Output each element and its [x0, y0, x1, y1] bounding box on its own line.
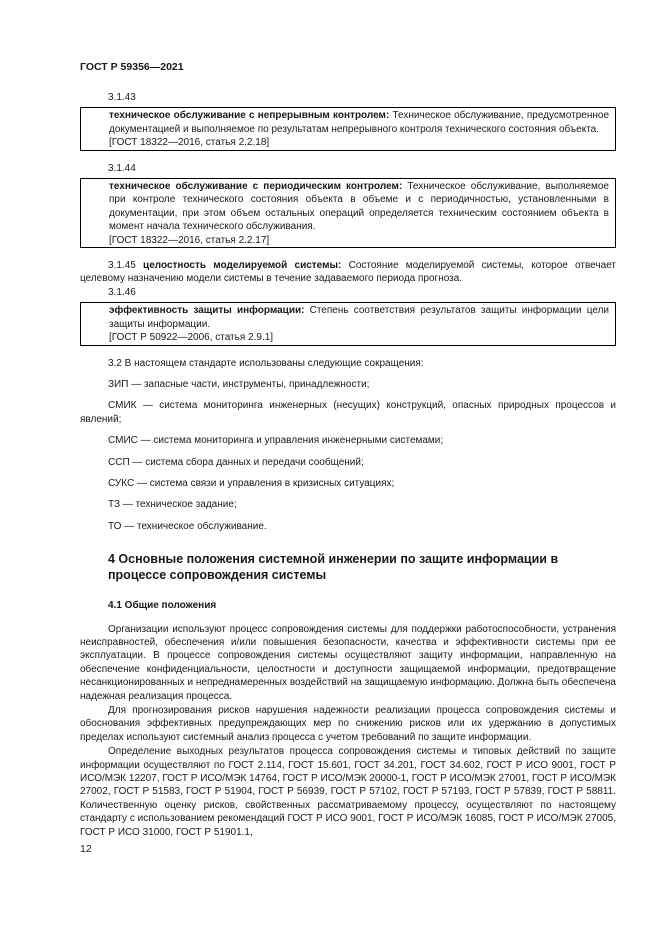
definition-text: Состояние моделируемой системы, которое отвечает целевому назначению модели системы в течение задаваемого периода прогноза. — [80, 260, 616, 285]
body-paragraph: Определение выходных результатов процесса сопровождения системы и типовых действий по защите информации осуществляют по ГОСТ 2.114, ГОСТ 15.601, ГОСТ 34.201, ГОСТ 34.602, ГОСТ Р ИСО 9001, ГОСТ Р ИСО/МЭК 12207, ГОСТ Р ИСО/МЭК 14764, ГОСТ Р ИСО/МЭК 20000-1, ГОСТ Р ИСО/МЭК 27001, ГОСТ Р ИСО/МЭК 27002, ГОСТ Р 51583, ГОСТ Р 51904, ГОСТ Р 56939, ГОСТ Р 57102, ГОСТ Р 57193, ГОСТ Р 57839, ГОСТ Р 58811. Количественную оценку рисков, свойственных рассматриваемому процессу, осуществляют по настоящему стандарту с использованием рекомендаций ГОСТ Р ИСО 9001, ГОСТ Р ИСО/МЭК 16085, ГОСТ Р ИСО/МЭК 27005, ГОСТ Р ИСО 31000, ГОСТ Р 51901.1, — [80, 746, 616, 838]
definition-reference: [ГОСТ 18322—2016, статья 2.2.18] — [109, 137, 270, 149]
abbreviation-intro: 3.2 В настоящем стандарте использованы следующие сокращения: — [108, 357, 424, 369]
abbreviation-item: СМИС — система мониторинга и управления инженерными системами; — [108, 435, 444, 447]
abbreviation-item: СУКС — система связи и управления в кризисных ситуациях; — [108, 477, 395, 489]
abbreviation-item: ТО — техническое обслуживание. — [108, 520, 267, 532]
document-header: ГОСТ Р 59356—2021 — [80, 61, 184, 73]
abbreviation-list — [80, 357, 616, 534]
section-body — [80, 623, 616, 840]
definition-box — [80, 107, 616, 150]
definition-term: эффективность защиты информации: — [109, 305, 305, 317]
definition-text: Степень соответствия результатов защиты информации цели защиты информации. — [109, 305, 609, 330]
abbreviation-item: ССП — система сбора данных и передачи сообщений; — [108, 456, 364, 468]
definition-3-1-45 — [80, 259, 616, 286]
body-paragraph: Для прогнозирования рисков нарушения надежности реализации процесса сопровождения системы и обоснования эффективных предупреждающих мер по снижению рисков или их удержанию в допустимых пределах используют системный анализ процесса с учетом требований по защите информации. — [80, 705, 616, 743]
clause-number: 3.1.44 — [108, 162, 136, 174]
definition-box — [80, 302, 616, 345]
clause-number: 3.1.43 — [108, 92, 136, 103]
definition-text: Техническое обслуживание, предусмотренное документацией и выполняемое по результатам непрерывного контроля технического состояния объекта. — [109, 110, 610, 135]
section-heading: 4 Основные положения системной инженерии по защите информации в процессе сопровождения системы — [108, 552, 559, 583]
clause-number: 3.1.46 — [108, 286, 136, 298]
abbreviation-item: ЗИП — запасные части, инструменты, принадлежности; — [108, 378, 370, 390]
abbreviation-item: ТЗ — техническое задание; — [108, 499, 237, 511]
definition-term: техническое обслуживание с периодическим контролем: — [109, 181, 403, 193]
page-number: 12 — [80, 843, 92, 855]
abbreviation-item: СМИК — система мониторинга инженерных (несущих) конструкций, опасных природных процессов и явлений; — [80, 400, 616, 425]
definition-term: целостность моделируемой системы: — [143, 260, 342, 272]
definition-term: техническое обслуживание с непрерывным контролем: — [109, 110, 390, 122]
definition-reference: [ГОСТ 18322—2016, статья 2.2.17] — [109, 234, 270, 246]
body-paragraph: Организации используют процесс сопровождения системы для поддержки работоспособности, устранения неисправностей, обеспечения и/или повышения безопасности, качества и эффективности системы при ее эксплуатации. В процессе сопровождения системы осуществляют защиту информации, направленную на обеспечение конфиденциальности, целостности и доступности защищаемой информации, предотвращение несанкционированных и непреднамеренных воздействий на защищаемую информацию. Должна быть обеспечена надежная реализация процесса. — [80, 623, 616, 702]
document-content — [80, 91, 616, 840]
definition-text: Техническое обслуживание, выполняемое при контроле технического состояния объекта в объеме и с периодичностью, установленными в документации, при этом объем остальных операций определяется техническим состоянием объекта в момент начала технического обслуживания. — [109, 181, 609, 233]
definition-box — [80, 178, 616, 248]
subsection-heading: 4.1 Общие положения — [108, 600, 217, 612]
clause-number: 3.1.45 — [108, 260, 136, 272]
definition-reference: [ГОСТ Р 50922—2006, статья 2.9.1] — [109, 332, 274, 344]
